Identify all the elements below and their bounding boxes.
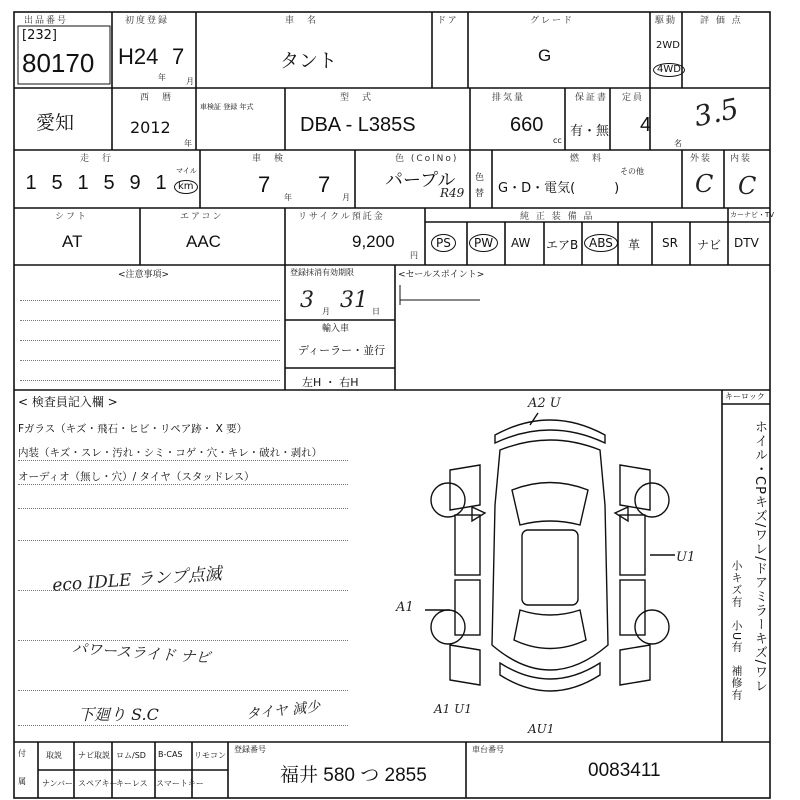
score: 3.5 bbox=[691, 91, 742, 134]
import-type: ディーラー・並行 bbox=[298, 344, 386, 357]
mileage-digit: 9 bbox=[129, 172, 141, 194]
footer-corner-2: 属 bbox=[18, 777, 26, 786]
footer-item: キーレス bbox=[116, 779, 148, 788]
mileage-label: 走 行 bbox=[80, 154, 114, 164]
color-change-label: 色替 bbox=[475, 173, 485, 199]
displacement-label: 排気量 bbox=[492, 93, 526, 103]
model-label: 型 式 bbox=[340, 93, 374, 103]
note-line bbox=[20, 300, 280, 301]
chassis: 0083411 bbox=[588, 760, 661, 781]
mileage-digit: 1 bbox=[25, 172, 37, 194]
color-label: 色 (ColNo) bbox=[395, 154, 459, 164]
mileage-digit: 5 bbox=[103, 172, 115, 194]
exterior-label: 外装 bbox=[690, 154, 713, 164]
keylock-label: キーロック bbox=[725, 392, 765, 401]
inspector-line bbox=[18, 690, 348, 691]
handwritten-note-1: eco IDLE ランプ点滅 bbox=[51, 564, 223, 596]
car-diagram bbox=[420, 395, 680, 740]
recycle-label: リサイクル預託金 bbox=[298, 212, 385, 222]
shaken-label: 車 検 bbox=[252, 154, 286, 164]
mileage bbox=[20, 172, 172, 195]
footer-item: スペアキー bbox=[78, 779, 118, 788]
inspector-line bbox=[18, 508, 348, 509]
inspector-title: < 検査員記入欄 > bbox=[18, 395, 118, 409]
reg-deadline-month: 3 bbox=[300, 288, 314, 313]
note-line bbox=[20, 380, 280, 381]
footer-item: ロム/SD bbox=[116, 751, 146, 760]
inspector-line-3: オーディオ（無し・穴）/ タイヤ（スタッドレス） bbox=[18, 471, 255, 483]
lot-label: 出品番号 bbox=[24, 16, 69, 26]
inspector-line-1: Fガラス（キズ・飛石・ヒビ・リペア跡・ X 要） bbox=[18, 423, 248, 435]
equip-ps bbox=[431, 234, 456, 252]
mileage-unit-km bbox=[174, 180, 198, 194]
fuel-other: その他 bbox=[620, 167, 644, 176]
equip-dtv: DTV bbox=[734, 236, 759, 250]
note-line bbox=[20, 360, 280, 361]
interior-label: 内装 bbox=[730, 154, 753, 164]
inspector-line bbox=[18, 640, 348, 641]
recycle-unit: 円 bbox=[410, 251, 418, 260]
mileage-digit: 5 bbox=[51, 172, 63, 194]
plate: 福井 580 つ 2855 bbox=[280, 765, 427, 786]
fuel-label: 燃 料 bbox=[570, 154, 604, 164]
first-reg-month: 7 bbox=[172, 44, 185, 69]
capacity-label: 定員 bbox=[622, 93, 645, 103]
area: 愛知 bbox=[36, 113, 75, 134]
sales-point-label: <セールスポイント> bbox=[398, 270, 485, 280]
year: 2012 bbox=[130, 118, 171, 137]
equip-circle: PS bbox=[431, 234, 456, 252]
mileage-digit: 1 bbox=[155, 172, 167, 194]
interior: C bbox=[738, 172, 757, 200]
mileage-digit: 1 bbox=[77, 172, 89, 194]
equip-sr: SR bbox=[662, 236, 678, 250]
equip-navi: ナビ bbox=[697, 238, 722, 252]
color: パープル bbox=[385, 170, 456, 190]
first-reg-month-unit: 月 bbox=[186, 77, 194, 86]
equip-circle: PW bbox=[469, 234, 498, 252]
capacity-unit: 名 bbox=[674, 139, 682, 148]
footer-item: スマートキー bbox=[156, 779, 204, 788]
import-label: 車検証 登録 年式 bbox=[200, 103, 254, 111]
footer-corner: 付 bbox=[18, 749, 26, 758]
inspector-line bbox=[18, 460, 348, 461]
lot-number: 80170 bbox=[22, 48, 95, 78]
mark-bottom: AU1 bbox=[528, 722, 555, 736]
shift: AT bbox=[62, 232, 83, 251]
inspector-line bbox=[18, 540, 348, 541]
note-line bbox=[20, 340, 280, 341]
first-reg-year-unit: 年 bbox=[158, 73, 166, 82]
equip-leather: 革 bbox=[628, 238, 641, 252]
reg-month-unit: 月 bbox=[322, 307, 330, 316]
color-code: R49 bbox=[440, 186, 465, 200]
displacement: 660 bbox=[510, 114, 544, 136]
drive-label: 駆動 bbox=[655, 16, 678, 26]
shaken-year-unit: 年 bbox=[284, 193, 292, 202]
import-type-label: 輸入車 bbox=[322, 324, 350, 334]
navi-label: カーナビ・TV bbox=[730, 211, 775, 219]
first-reg-era: H24 bbox=[118, 44, 159, 69]
ac: AAC bbox=[186, 232, 221, 251]
lot-bracket: [232] bbox=[22, 28, 57, 43]
year-unit: 年 bbox=[184, 139, 192, 148]
first-reg-label: 初度登録 bbox=[125, 16, 170, 26]
reg-deadline-label: 登録抹消有効期限 bbox=[290, 268, 354, 277]
inspector-line bbox=[18, 484, 348, 485]
door-label: ドア bbox=[437, 16, 459, 26]
damage-legend: ホイル・CPキズ/ワレ/ドアミラーキズ/ワレ bbox=[752, 420, 767, 694]
handwritten-note-4: タイヤ 減少 bbox=[245, 699, 321, 723]
shaken-month-unit: 月 bbox=[342, 193, 350, 202]
reg-deadline-day: 31 bbox=[340, 288, 368, 313]
year-label: 西 暦 bbox=[140, 93, 174, 103]
note-line bbox=[20, 320, 280, 321]
steering: 左H ・ 右H bbox=[302, 376, 359, 389]
shaken-month: 7 bbox=[318, 172, 331, 197]
mark-left: A1 bbox=[396, 600, 414, 615]
inspector-line bbox=[18, 725, 348, 726]
car-name: タント bbox=[280, 51, 338, 72]
equip-pw bbox=[469, 234, 498, 252]
footer-item: ナンバー bbox=[42, 779, 74, 788]
equip-circle: ABS bbox=[584, 234, 618, 252]
displacement-unit: cc bbox=[553, 136, 562, 145]
recycle: 9,200 bbox=[352, 232, 395, 251]
shift-label: シフト bbox=[55, 212, 89, 222]
mark-right: U1 bbox=[676, 550, 696, 565]
model: DBA - L385S bbox=[300, 114, 416, 136]
plate-label: 登録番号 bbox=[234, 745, 266, 754]
shaken-year: 7 bbox=[258, 172, 271, 197]
equip-abs bbox=[584, 234, 618, 252]
handwritten-note-2: パワースライド ナビ bbox=[71, 639, 212, 667]
grade: G bbox=[538, 46, 552, 65]
drive-4wd-circle: 4WD bbox=[653, 63, 685, 77]
capacity: 4 bbox=[640, 114, 652, 136]
chassis-label: 車台番号 bbox=[472, 745, 504, 754]
footer-item: B-CAS bbox=[158, 750, 183, 759]
ac-label: エアコン bbox=[180, 212, 224, 222]
footer-item: リモコン bbox=[194, 751, 226, 760]
footer-item: 取説 bbox=[46, 751, 62, 760]
footer-item: ナビ取説 bbox=[78, 751, 110, 760]
exterior: C bbox=[695, 170, 714, 198]
damage-legend-sub: 小キズ有 小U有 補修有 bbox=[730, 560, 743, 702]
mileage-unit-mile: マイル bbox=[176, 167, 197, 175]
mileage-unit-circle: km bbox=[174, 180, 198, 194]
score-label: 評 価 点 bbox=[700, 16, 743, 26]
drive-2wd: 2WD bbox=[656, 40, 680, 51]
car-name-label: 車 名 bbox=[285, 16, 319, 26]
equip-airbag: エアB bbox=[546, 238, 579, 252]
warranty-value: 有・無 bbox=[570, 124, 610, 139]
equip-aw: AW bbox=[511, 236, 531, 250]
mark-bottom-left: A1 U1 bbox=[434, 702, 472, 716]
grade-label: グレード bbox=[530, 16, 575, 26]
mark-top: A2 U bbox=[528, 396, 561, 411]
warranty-label: 保証書 bbox=[575, 93, 609, 103]
reg-day-unit: 日 bbox=[372, 307, 380, 316]
handwritten-note-3: 下廻り S.C bbox=[78, 705, 159, 724]
inspector-line-2: 内装（キズ・スレ・汚れ・シミ・コゲ・穴・キレ・破れ・剥れ） bbox=[18, 447, 323, 459]
attention-label: <注意事項> bbox=[118, 270, 170, 280]
equip-label: 純 正 装 備 品 bbox=[520, 212, 595, 222]
drive-4wd bbox=[653, 63, 685, 77]
fuel-options: G・D・電気( ) bbox=[498, 181, 620, 196]
